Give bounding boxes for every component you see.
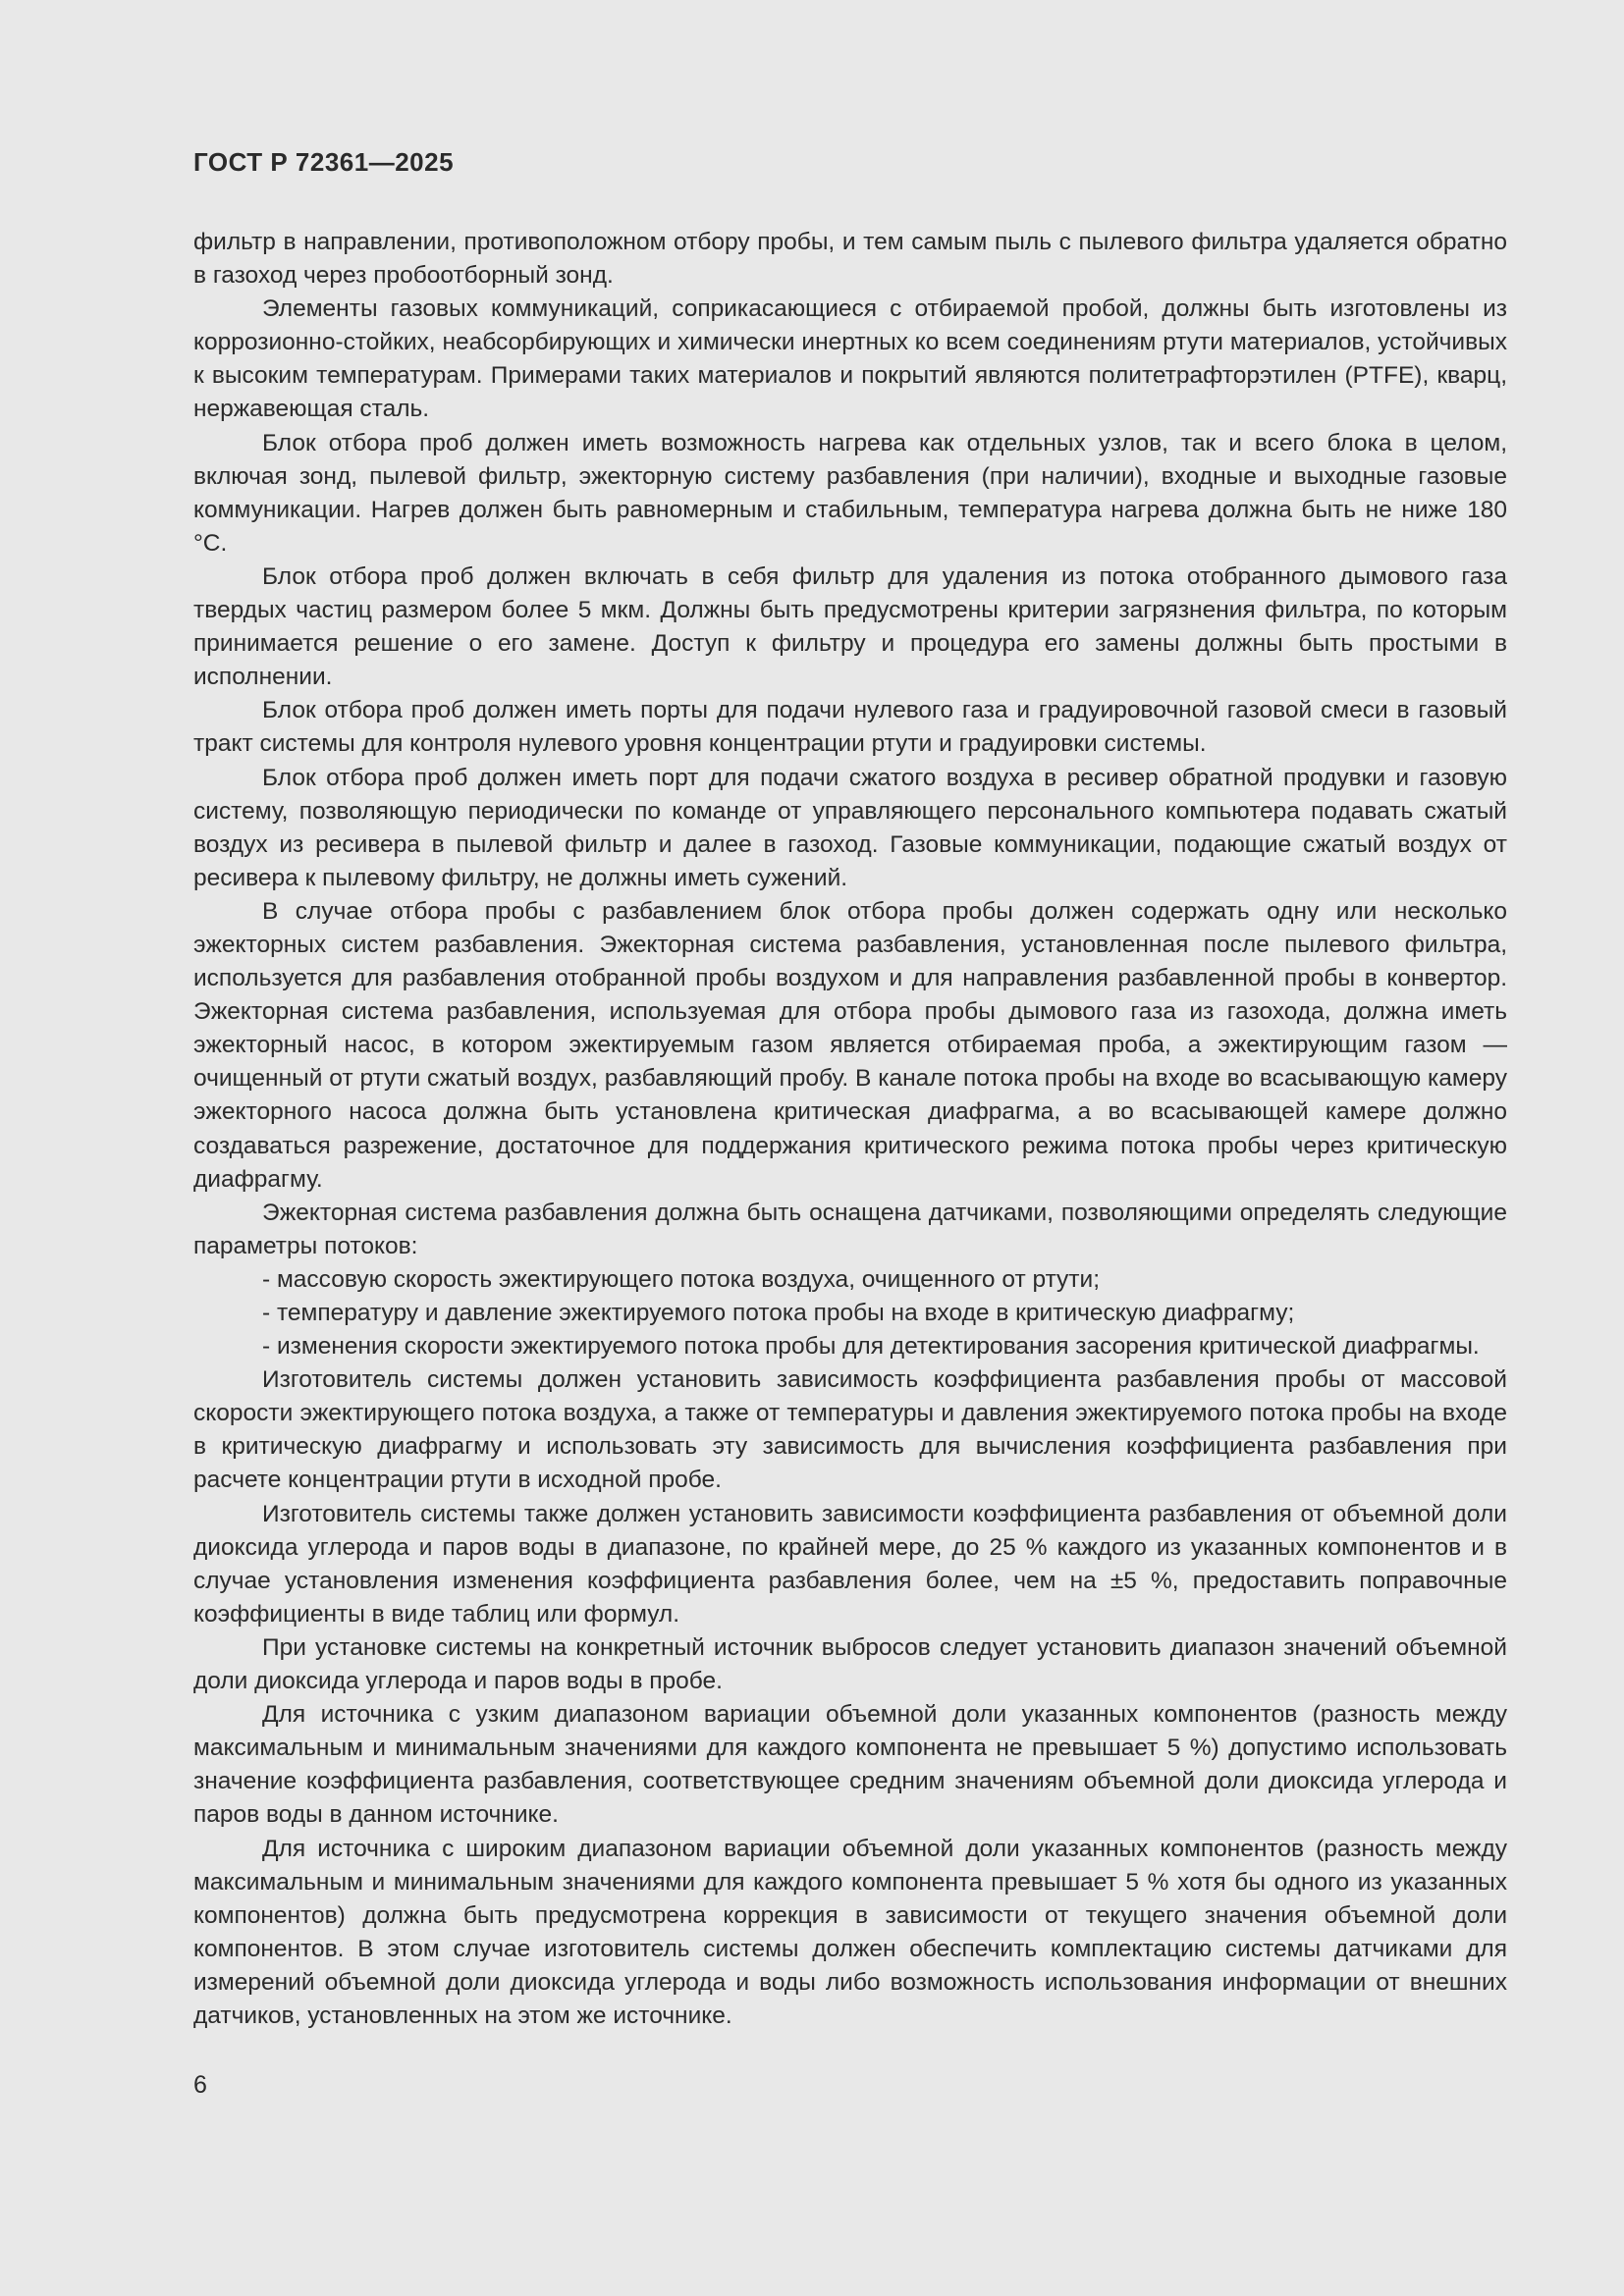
paragraph: Изготовитель системы также должен установить зависимости коэффициента разбавления от объемной доли диоксида углерода и паров воды в диапазоне, по крайней мере, до 25 % каждого из указанных компонентов и в случае установления изменения коэффициента разбавления более, чем на ±5 %, предоставить поправочные коэффициенты в виде таблиц или формул. bbox=[193, 1500, 1507, 1628]
list-item: - изменения скорости эжектируемого потока пробы для детектирования засорения критической диафрагмы. bbox=[262, 1333, 1480, 1361]
list-item: - температуру и давление эжектируемого потока пробы на входе в критическую диафрагму; bbox=[262, 1300, 1295, 1326]
paragraph: Блок отбора проб должен иметь порт для подачи сжатого воздуха в ресивер обратной продувки и газовую систему, позволяющую периодически по команде от управляющего персонального компьютера подавать сжатый воздух из ресивера в пылевой фильтр и далее в газоход. Газовые коммуникации, подающие сжатый воздух от ресивера к пылевому фильтру, не должны иметь сужений. bbox=[193, 764, 1507, 891]
paragraph: Эжекторная система разбавления должна быть оснащена датчиками, позволяющими определять следующие параметры потоков: bbox=[193, 1199, 1507, 1259]
paragraph: Изготовитель системы должен установить зависимость коэффициента разбавления пробы от массовой скорости эжектирующего потока воздуха, а также от температуры и давления эжектируемого потока пробы на входе в критическую диафрагму и использовать эту зависимость для вычисления коэффициента разбавления при расчете концентрации ртути в исходной пробе. bbox=[193, 1366, 1507, 1494]
paragraph: Для источника с узким диапазоном вариации объемной доли указанных компонентов (разность между максимальным и минимальным значениями для каждого компонента не превышает 5 %) допустимо использовать значение коэффициента разбавления, соответствующее средним значениям объемной доли диоксида углерода и паров воды в данном источнике. bbox=[193, 1701, 1507, 1829]
list-item: - массовую скорость эжектирующего потока воздуха, очищенного от ртути; bbox=[262, 1265, 1101, 1293]
paragraph: Элементы газовых коммуникаций, соприкасающиеся с отбираемой пробой, должны быть изготовлены из коррозионно-стойких, неабсорбирующих и химически инертных ко всем соединениям ртути материалов, устойчивых к высоким температурам. Примерами таких материалов и покрытий являются политетрафторэтилен (PTFE), кварц, нержавеющая сталь. bbox=[193, 295, 1507, 423]
paragraph: Для источника с широким диапазоном вариации объемной доли указанных компонентов (разность между максимальным и минимальным значениями для каждого компонента превышает 5 % хотя бы одного из указанных компонентов) должна быть предусмотрена коррекция в зависимости от текущего значения объемной доли компонентов. В этом случае изготовитель системы должен обеспечить комплектацию системы датчиками для измерений объемной доли диоксида углерода и воды либо возможность использования информации от внешних датчиков, установленных на этом же источнике. bbox=[193, 1835, 1507, 2029]
paragraph: При установке системы на конкретный источник выбросов следует установить диапазон значений объемной доли диоксида углерода и паров воды в пробе. bbox=[193, 1633, 1507, 1695]
paragraph: Блок отбора проб должен иметь порты для подачи нулевого газа и градуировочной газовой смеси в газовый тракт системы для контроля нулевого уровня концентрации ртути и градуировки системы. bbox=[193, 697, 1507, 758]
paragraph: фильтр в направлении, противоположном отбору пробы, и тем самым пыль с пылевого фильтра удаляется обратно в газоход через пробоотборный зонд. bbox=[193, 229, 1507, 290]
paragraph: В случае отбора пробы с разбавлением блок отбора пробы должен содержать одну или несколько эжекторных систем разбавления. Эжекторная система разбавления, установленная после пылевого фильтра, используется для разбавления отобранной пробы воздухом и для направления разбавленной пробы в конвертор. Эжекторная система разбавления, используемая для отбора пробы дымового газа из газохода, должна иметь эжекторный насос, в котором эжектируемым газом является отбираемая проба, а эжектирующим газом — очищенный от ртути сжатый воздух, разбавляющий пробу. В канале потока пробы на входе во всасывающую камеру эжекторного насоса должна быть установлена критическая диафрагма, а во всасывающей камере должно создаваться разрежение, достаточное для поддержания критического режима потока пробы через критическую диафрагму. bbox=[193, 897, 1507, 1193]
document-body bbox=[193, 226, 1507, 2033]
paragraph: Блок отбора проб должен иметь возможность нагрева как отдельных узлов, так и всего блока в целом, включая зонд, пылевой фильтр, эжекторную систему разбавления (при наличии), входные и выходные газовые коммуникации. Нагрев должен быть равномерным и стабильным, температура нагрева должна быть не ниже 180 °C. bbox=[193, 429, 1507, 557]
paragraph: Блок отбора проб должен включать в себя фильтр для удаления из потока отобранного дымового газа твердых частиц размером более 5 мкм. Должны быть предусмотрены критерии загрязнения фильтра, по которым принимается решение о его замене. Доступ к фильтру и процедура его замены должны быть простыми в исполнении. bbox=[193, 562, 1507, 691]
document-header: ГОСТ Р 72361—2025 bbox=[193, 147, 455, 177]
page-number: 6 bbox=[193, 2071, 207, 2099]
